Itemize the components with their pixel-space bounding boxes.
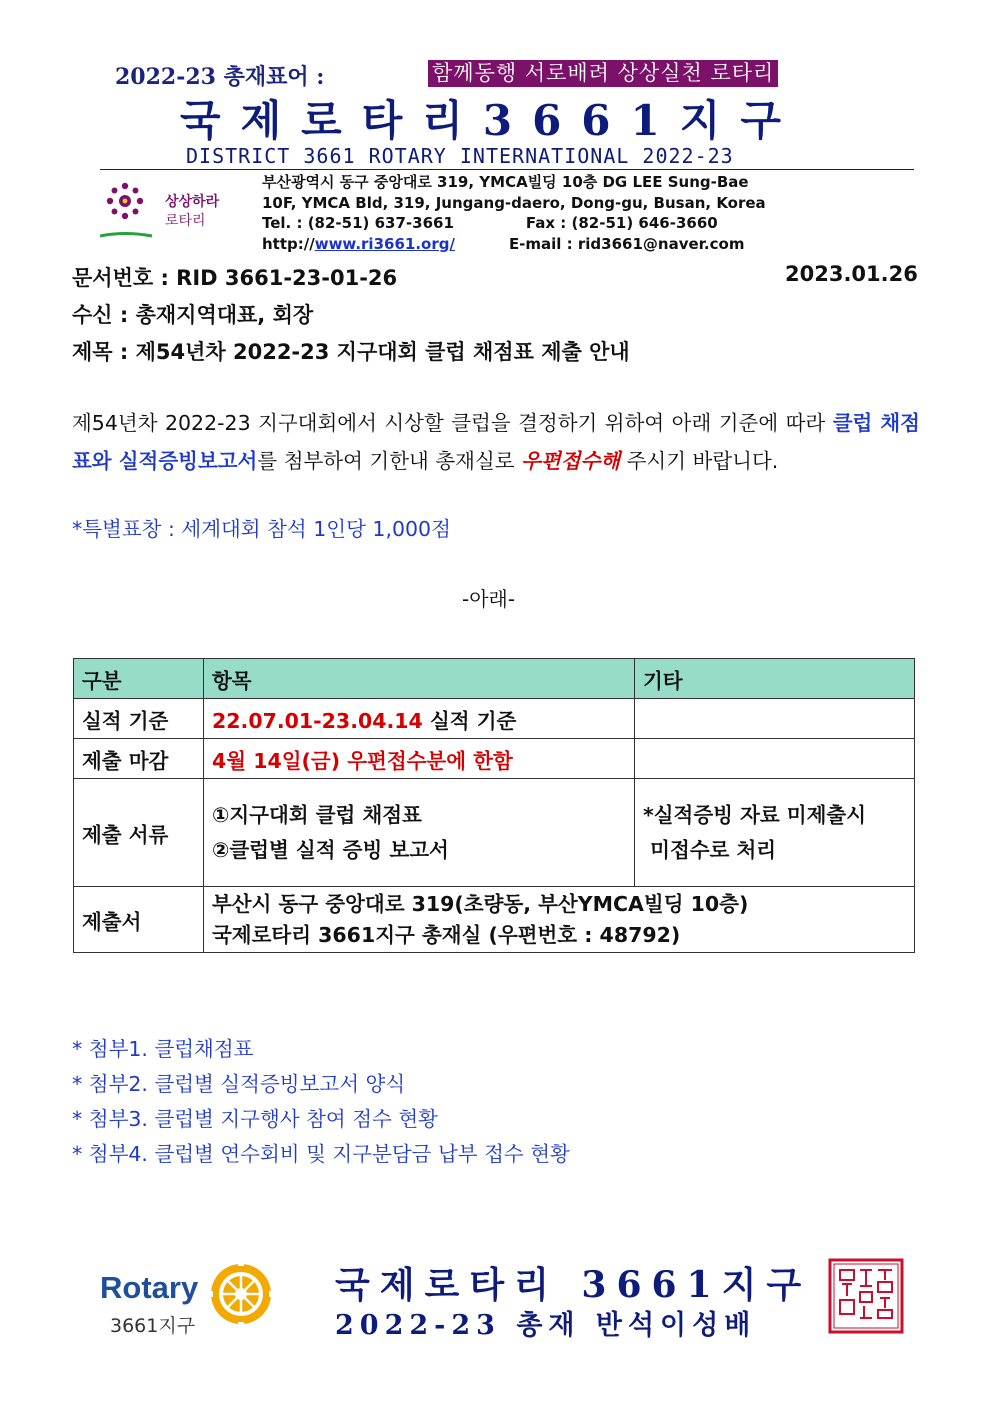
logo-text-imagine: 상상하라	[165, 194, 220, 210]
footer-president-name: 2022-23 총재 반석이성배	[335, 1310, 757, 1341]
motto-banner: 함께동행 서로배려 상상실천 로타리	[428, 60, 778, 87]
table-row	[74, 699, 915, 739]
tel: Tel. : (82-51) 637-3661	[262, 214, 454, 232]
list-item: * 첨부3. 클럽별 지구행사 참여 점수 현황	[72, 1107, 438, 1131]
row-label-standard: 실적 기준	[74, 699, 204, 739]
rotary-district-sub: 3661지구	[110, 1315, 196, 1337]
logo-text-rotary: 로타리	[165, 213, 206, 229]
header-category: 구분	[74, 659, 204, 699]
document-note-2: 미접수로 처리	[643, 837, 777, 862]
rotary-wheel-icon	[207, 1260, 275, 1328]
body-intro: 제54년차 2022-23 지구대회에서 시상할 클럽을 결정하기 위하여 아래 기준에 따라	[72, 411, 833, 435]
website-link[interactable]: www.ri3661.org/	[314, 234, 455, 253]
table-header-row	[74, 659, 915, 699]
body-highlight-documents: 클럽 채점표와 실적증빙보고서	[72, 411, 920, 473]
list-item: * 첨부2. 클럽별 실적증빙보고서 양식	[72, 1072, 406, 1096]
district-title-english: DISTRICT 3661 ROTARY INTERNATIONAL 2022-23	[186, 144, 734, 168]
row-value-address	[204, 887, 915, 953]
document-date: 2023.01.26	[785, 262, 918, 286]
subject: 제목 : 제54년차 2022-23 지구대회 클럽 채점표 제출 안내	[72, 340, 630, 364]
body-end: 주시기 바랍니다.	[620, 449, 779, 473]
district-title-korean: 국제로타리3661지구	[180, 96, 801, 145]
row-note-deadline	[635, 739, 915, 779]
special-award-note: *특별표창 : 세계대회 참석 1인당 1,000점	[72, 517, 451, 541]
address-korean: 부산광역시 동구 중앙대로 319, YMCA빌딩 10층 DG LEE Sung-Bae	[262, 173, 749, 191]
submission-table	[73, 658, 915, 953]
body-middle: 를 첨부하여 기한내 총재실로	[257, 449, 522, 473]
row-note-documents	[635, 779, 915, 887]
recipient: 수신 : 총재지역대표, 회장	[72, 303, 314, 327]
official-seal-icon	[828, 1258, 904, 1334]
document-number: 문서번호 : RID 3661-23-01-26	[72, 266, 398, 290]
row-label-documents: 제출 서류	[74, 779, 204, 887]
fax: Fax : (82-51) 646-3660	[525, 214, 718, 232]
body-highlight-mail: 우편접수해	[521, 449, 621, 473]
list-item: * 첨부1. 클럽채점표	[72, 1037, 254, 1061]
address-line-1: 부산시 동구 중앙대로 319(초량동, 부산YMCA빌딩 10층)	[212, 891, 749, 916]
table-row	[74, 739, 915, 779]
document-note-1: *실적증빙 자료 미제출시	[643, 802, 867, 827]
below-marker: -아래-	[462, 587, 516, 611]
row-label-deadline: 제출 마감	[74, 739, 204, 779]
header-other: 기타	[635, 659, 915, 699]
list-item: * 첨부4. 클럽별 연수회비 및 지구분담금 납부 접수 현황	[72, 1142, 570, 1166]
address-english: 10F, YMCA Bld, 319, Jungang-daero, Dong-gu, Busan, Korea	[262, 193, 766, 212]
rotary-wordmark: Rotary	[100, 1270, 199, 1305]
row-value-standard	[204, 699, 635, 739]
row-label-address: 제출서	[74, 887, 204, 953]
contact-phone-fax	[262, 213, 766, 234]
table-row	[74, 779, 915, 887]
row-note-standard	[635, 699, 915, 739]
address-line-2: 국제로타리 3661지구 총재실 (우편번호 : 48792)	[212, 922, 681, 947]
body-paragraph	[72, 404, 920, 480]
address-block	[262, 172, 766, 254]
period-suffix: 실적 기준	[422, 708, 517, 733]
contact-web-email	[262, 234, 766, 255]
attachments-list	[72, 1032, 570, 1172]
table-row	[74, 887, 915, 953]
row-value-documents	[204, 779, 635, 887]
document-item-1: ①지구대회 클럽 채점표	[212, 802, 422, 827]
email: E-mail : rid3661@naver.com	[508, 234, 745, 253]
header-item: 항목	[204, 659, 635, 699]
header-divider	[100, 169, 914, 170]
document-item-2: ②클럽별 실적 증빙 보고서	[212, 837, 449, 862]
row-value-deadline: 4월 14일(금) 우편접수분에 한함	[204, 739, 635, 779]
url-prefix: http://	[262, 234, 315, 253]
motto-label: 2022-23 총재표어 :	[115, 64, 325, 90]
period-range: 22.07.01-23.04.14	[212, 708, 423, 733]
footer-district-name: 국제로타리 3661지구	[335, 1264, 812, 1306]
